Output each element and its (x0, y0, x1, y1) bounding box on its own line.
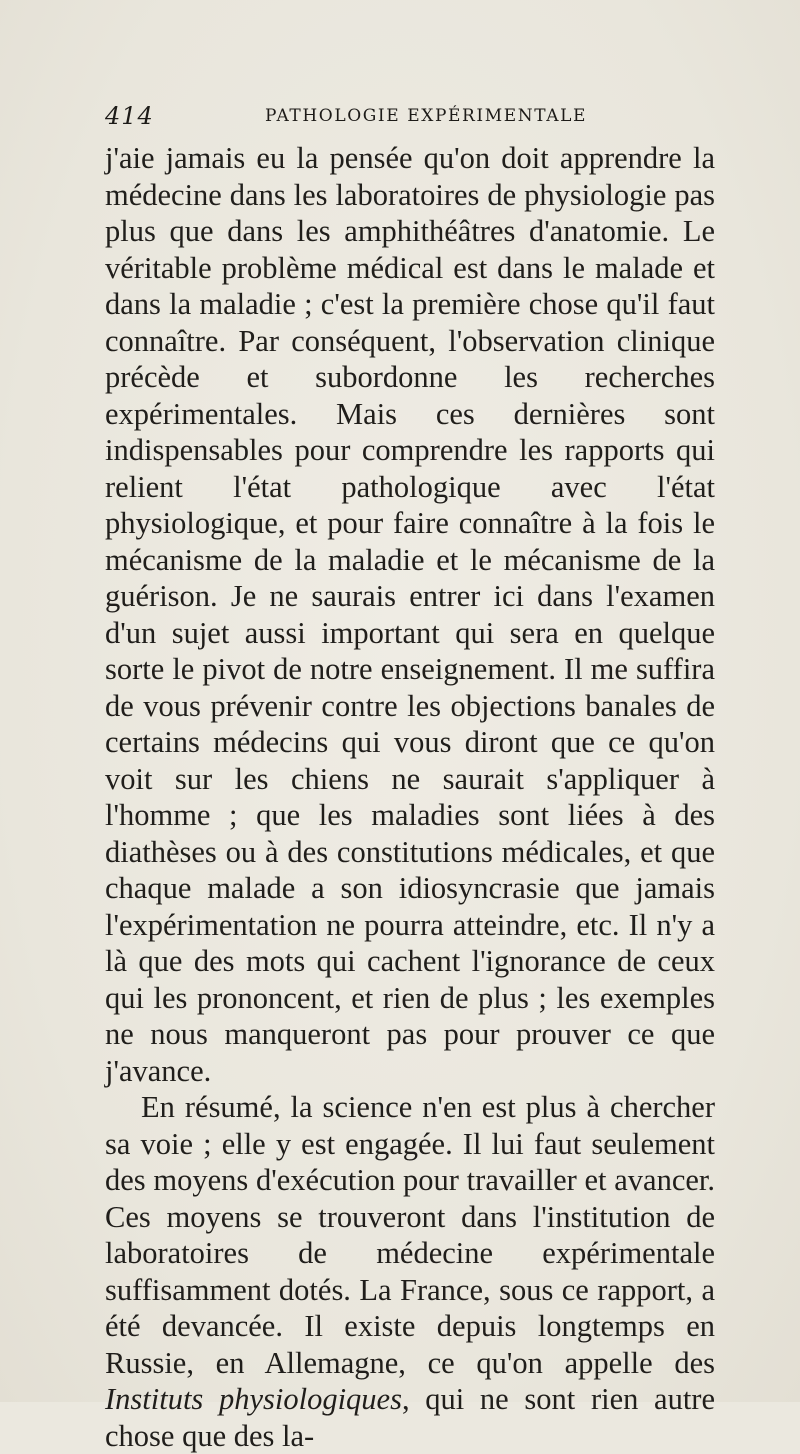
paragraph-text: En résumé, la science n'en est plus à chercher sa voie ; elle y est engagée. Il lui faut seulement des moyens d'exécution pour travailler et avancer. Ces moyens se trouveront dans l'institution de laboratoires de médecine expérimentale suffisamment dotés. La France, sous ce rapport, a été devancée. Il existe depuis longtemps en Russie, en Allemagne, ce qu'on appelle des (105, 1090, 715, 1380)
running-title: PATHOLOGIE EXPÉRIMENTALE (265, 106, 588, 126)
italic-term: Instituts physiologiques (105, 1382, 402, 1416)
page-header (105, 102, 715, 132)
page-number: 414 (105, 102, 154, 130)
paragraph-resume (105, 1089, 715, 1454)
body-text (105, 140, 715, 1454)
paragraph-continued: j'aie jamais eu la pensée qu'on doit apprendre la médecine dans les laboratoires de physiologie pas plus que dans les amphithéâtres d'anatomie. Le véritable problème médical est dans le malade et dans la maladie ; c'est la première chose qu'il faut connaître. Par conséquent, l'observation clinique précède et subordonne les recherches expérimentales. Mais ces dernières sont indispensables pour comprendre les rapports qui relient l'état pathologique avec l'état physiologique, et pour faire connaître à la fois le mécanisme de la maladie et le mécanisme de la guérison. Je ne saurais entrer ici dans l'examen d'un sujet aussi important qui sera en quelque sorte le pivot de notre enseignement. Il me suffira de vous prévenir contre les objections banales de certains médecins qui vous diront que ce qu'on voit sur les chiens ne saurait s'appliquer à l'homme ; que les maladies sont liées à des diathèses ou à des constitutions médicales, et que chaque malade a son idiosyncrasie que jamais l'expérimentation ne pourra atteindre, etc. Il n'y a là que des mots qui cachent l'ignorance de ceux qui les prononcent, et rien de plus ; les exemples ne nous manqueront pas pour prouver ce que j'avance. (105, 141, 715, 1088)
paragraph-text-end: , qui ne sont rien autre chose que des la- (105, 1382, 715, 1453)
